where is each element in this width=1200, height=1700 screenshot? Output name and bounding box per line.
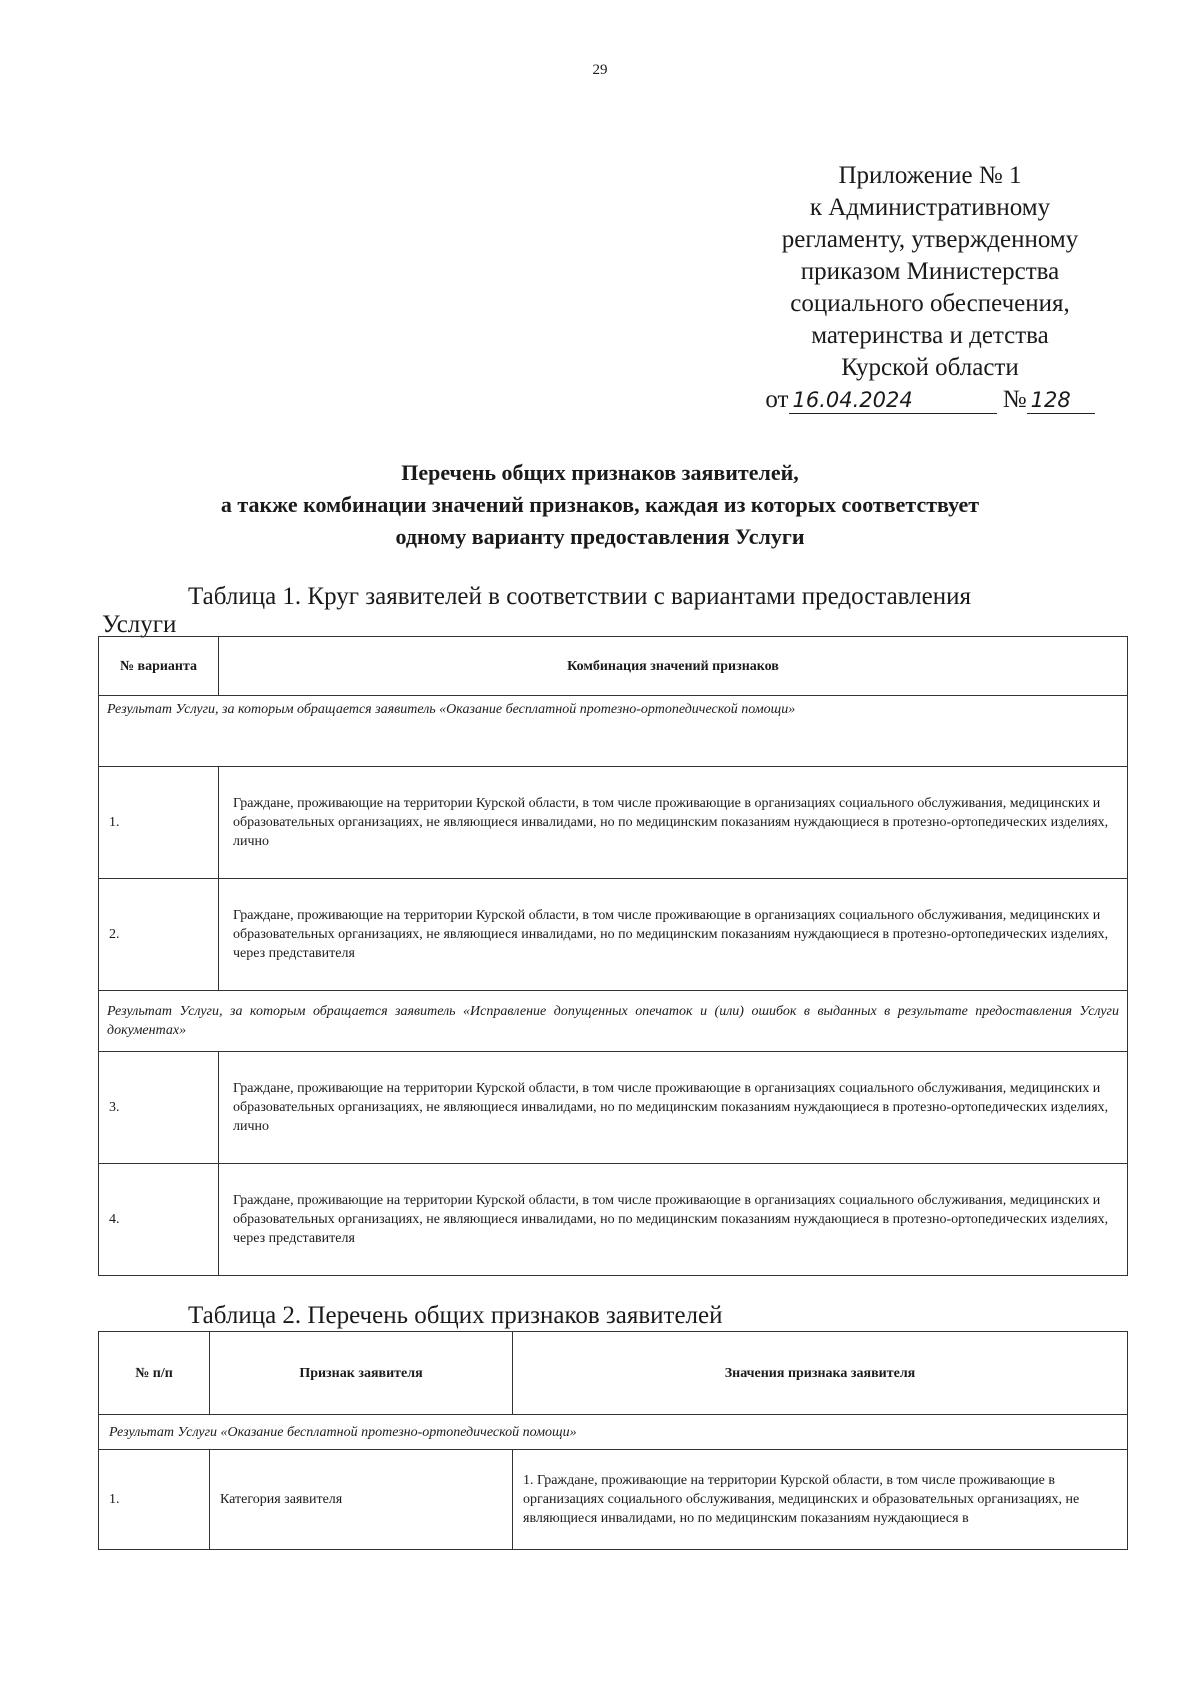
section-row — [99, 991, 1128, 1052]
appendix-line: материнства и детства — [811, 322, 1049, 349]
table1-caption-line: Таблица 1. Круг заявителей в соответствии с вариантами предоставления — [188, 583, 971, 610]
row-attribute-value: 1. Граждане, проживающие на территории Курской области, в том числе проживающие в организациях социального обслуживания, медицинских и образовательных организациях, не являющиеся инвалидами, но по медицинским показаниям нуждающиеся в — [513, 1450, 1128, 1550]
appendix-line: социального обеспечения, — [790, 290, 1070, 317]
section-title: Результат Услуги «Оказание бесплатной протезно-ортопедической помощи» — [99, 1415, 1128, 1450]
table1-caption-line: Услуги — [102, 611, 177, 638]
date-prefix: от — [765, 386, 789, 413]
header-attribute: Признак заявителя — [210, 1332, 513, 1415]
row-number: 1. — [99, 1450, 210, 1550]
row-text: Граждане, проживающие на территории Курской области, в том числе проживающие в организациях социального обслуживания, медицинских и образовательных организациях, не являющиеся инвалидами, но по медицинским показаниям нуждающиеся в протезно-ортопедических изделиях, лично — [219, 1052, 1128, 1164]
title-line: Перечень общих признаков заявителей, — [401, 460, 799, 485]
table2 — [98, 1331, 1128, 1550]
appendix-line: регламенту, утвержденному — [781, 226, 1079, 253]
section-title: Результат Услуги, за которым обращается заявитель «Исправление допущенных опечаток и (или) ошибок в выданных в результате предоставления Услуги документах» — [99, 991, 1128, 1052]
header-combination: Комбинация значений признаков — [219, 637, 1128, 696]
table1 — [98, 636, 1128, 1276]
title-line: а также комбинации значений признаков, каждая из которых соответствует — [220, 492, 980, 517]
row-number: 1. — [99, 767, 219, 879]
section-row — [99, 696, 1128, 767]
header-variant-number: № варианта — [99, 637, 219, 696]
page-number: 29 — [592, 62, 608, 78]
table-row — [99, 1450, 1128, 1550]
table1-header-row — [99, 637, 1128, 696]
appendix-line: Курской области — [841, 354, 1019, 381]
header-attribute-values: Значения признака заявителя — [513, 1332, 1128, 1415]
handwritten-date: 16.04.2024 — [789, 387, 997, 414]
row-text: Граждане, проживающие на территории Курской области, в том числе проживающие в организациях социального обслуживания, медицинских и образовательных организациях, не являющиеся инвалидами, но по медицинским показаниям нуждающиеся в протезно-ортопедических изделиях, через представителя — [219, 879, 1128, 991]
table-row — [99, 1052, 1128, 1164]
row-number: 2. — [99, 879, 219, 991]
row-text: Граждане, проживающие на территории Курской области, в том числе проживающие в организациях социального обслуживания, медицинских и образовательных организациях, не являющиеся инвалидами, но по медицинским показаниям нуждающиеся в протезно-ортопедических изделиях, лично — [219, 767, 1128, 879]
date-number-line — [740, 384, 1120, 416]
header-row-number: № п/п — [99, 1332, 210, 1415]
appendix-block — [740, 160, 1120, 416]
section-title: Результат Услуги, за которым обращается заявитель «Оказание бесплатной протезно-ортопедической помощи» — [99, 696, 1128, 767]
row-number: 3. — [99, 1052, 219, 1164]
number-prefix: № — [1002, 386, 1027, 413]
row-text: Граждане, проживающие на территории Курской области, в том числе проживающие в организациях социального обслуживания, медицинских и образовательных организациях, не являющиеся инвалидами, но по медицинским показаниям нуждающиеся в протезно-ортопедических изделиях, через представителя — [219, 1164, 1128, 1276]
table-row — [99, 1164, 1128, 1276]
handwritten-number: 128 — [1027, 387, 1095, 414]
document-title — [60, 457, 1140, 553]
table1-caption — [102, 583, 1130, 639]
table-row — [99, 767, 1128, 879]
table2-header-row — [99, 1332, 1128, 1415]
appendix-line: приказом Министерства — [800, 258, 1060, 285]
appendix-line: Приложение № 1 — [838, 162, 1022, 189]
table2-caption: Таблица 2. Перечень общих признаков заявителей — [188, 1302, 723, 1329]
appendix-line: к Административному — [809, 194, 1051, 221]
section-row — [99, 1415, 1128, 1450]
row-number: 4. — [99, 1164, 219, 1276]
table-row — [99, 879, 1128, 991]
row-attribute: Категория заявителя — [210, 1450, 513, 1550]
title-line: одному варианту предоставления Услуги — [395, 524, 805, 549]
